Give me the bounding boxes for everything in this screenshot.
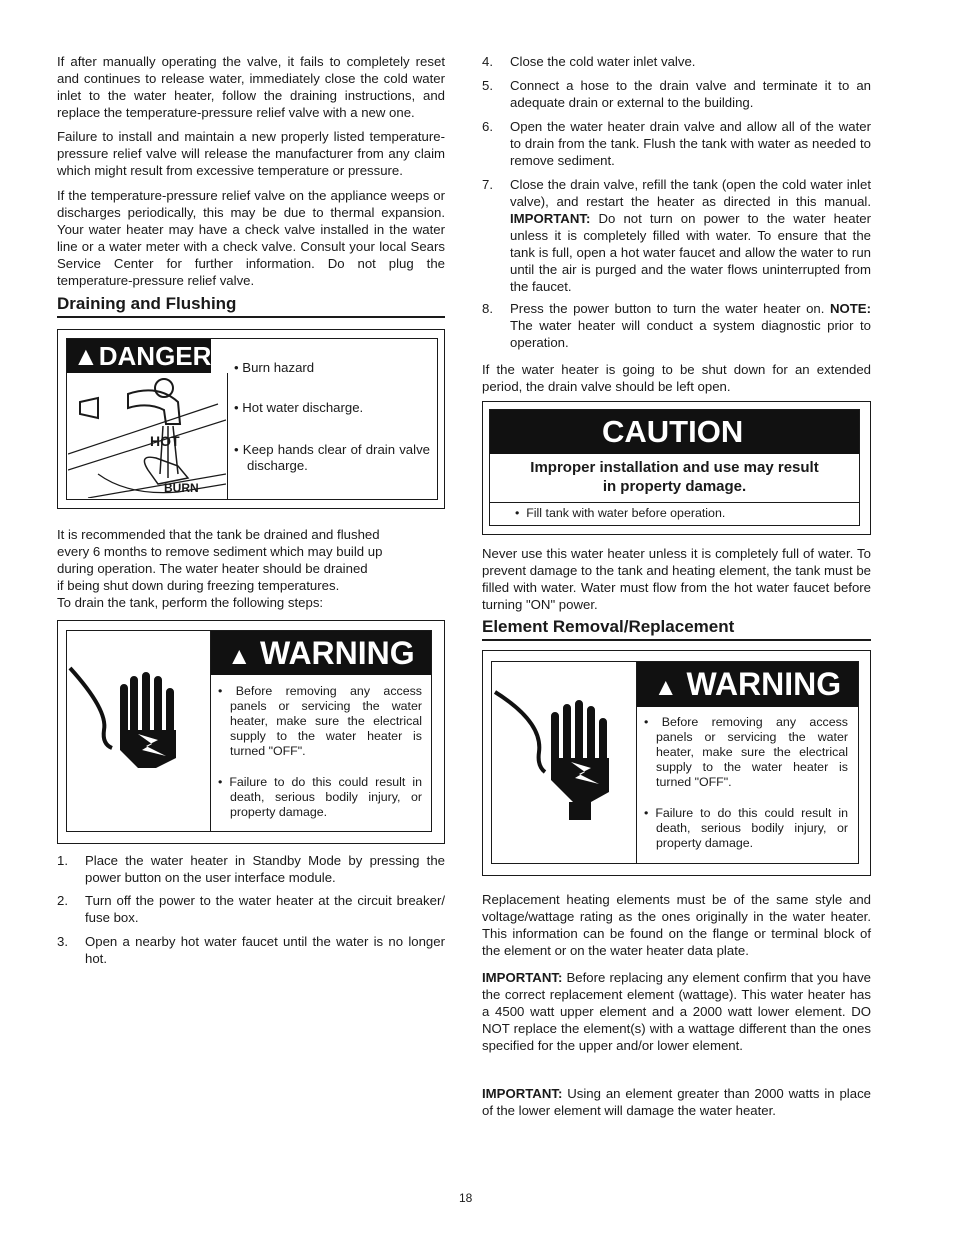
- step-3: 3. Open a nearby hot water faucet until the water is no longer hot.: [57, 934, 445, 966]
- danger-bullet-1: • Burn hazard: [234, 360, 315, 375]
- step-2: 2. Turn off the power to the water heater at the circuit breaker/ fuse box.: [57, 893, 445, 925]
- drain-paragraph: It is recommended that the tank be drained and flushed every 6 months to remove sediment which may build up during operation. The water heater should be drained if being shut down during freezing temperatures. To drain the tank, perform the following steps:: [57, 527, 383, 610]
- never-use-paragraph: Never use this water heater unless it is completely full of water. To prevent damage to the tank and heating element, the tank must be filled with water. Water must flow from the hot water faucet before turning "ON" power.: [482, 546, 871, 612]
- step-1: 1. Place the water heater in Standby Mode by pressing the power button on the user interface module.: [57, 853, 445, 885]
- warning-image-divider: [210, 631, 211, 831]
- electric-shock-hand-icon: [68, 650, 200, 770]
- danger-label: ▲DANGER: [67, 339, 211, 373]
- caution-divider: [490, 502, 859, 503]
- important-paragraph-2: IMPORTANT: Using an element greater than 2000 watts in place of the lower element will damage the water heater.: [482, 1086, 871, 1118]
- warning-label: ▲ WARNING: [211, 631, 431, 675]
- step-8: 8. Press the power button to turn the water heater on. NOTE: The water heater will conduct a system diagnostic prior to operation.: [482, 301, 871, 350]
- page-number: 18: [459, 1191, 473, 1205]
- warning2-image-divider: [636, 662, 637, 863]
- warning-triangle-icon: ▲: [227, 643, 252, 670]
- element-heading-rule: [482, 639, 871, 641]
- replacement-paragraph: Replacement heating elements must be of the same style and voltage/wattage rating as the ones originally in the water heater. This information can be found on the flange or terminal block of the element or on the water heater data plate.: [482, 892, 871, 958]
- element-heading: Element Removal/Replacement: [482, 617, 735, 636]
- intro-paragraph-3: If the temperature-pressure relief valve on the appliance weeps or discharges periodically, this may be due to thermal expansion. Your water heater may have a check valve installed in the water line or a water meter with a check valve. Consult your local Sears Service Center for further information. Do not plug the temperature-pressure relief valve.: [57, 188, 445, 288]
- heading-rule: [57, 316, 445, 318]
- step-7: 7. Close the drain valve, refill the tank (open the cold water inlet valve), and restart the heater as directed in this manual. IMPORTANT: Do not turn on power to the water heater unless it is completely filled with water. To ensure that the tank is full, open a hot water faucet and allow the water to run until the air is purged and the water flows uninterrupted from the faucet.: [482, 177, 871, 294]
- caution-label: CAUTION: [490, 410, 859, 454]
- intro-paragraph-1: If after manually operating the valve, it fails to completely reset and continues to release water, immediately close the cold water inlet to the water heater, follow the draining instructions, and replace the temperature-pressure relief valve with a new one.: [57, 54, 445, 120]
- warning-triangle-icon: ▲: [653, 674, 678, 701]
- hot-text: HOT: [150, 433, 180, 449]
- warning-triangle-icon: ▲: [73, 341, 99, 371]
- burn-text: BURN: [164, 481, 199, 495]
- draining-heading: Draining and Flushing: [57, 294, 237, 313]
- important-paragraph-1: IMPORTANT: Before replacing any element confirm that you have the correct replacement element (wattage). This water heater has a 4500 watt upper element and a 2000 watt lower element. DO NOT replace the element(s) with a wattage different than the ones specified for the upper and/or lower element.: [482, 970, 871, 1053]
- warning2-bullet-1: • Before removing any access panels or servicing the water heater, make sure the electrical supply to the water heater is turned "OFF".: [644, 715, 848, 789]
- warning-bullet-2: • Failure to do this could result in death, serious bodily injury, or property damage.: [218, 775, 422, 819]
- caution-subtitle: Improper installation and use may result in property damage.: [530, 459, 819, 495]
- step-5: 5. Connect a hose to the drain valve and terminate it to an adequate drain or external to the building.: [482, 78, 871, 110]
- warning2-bullet-2: • Failure to do this could result in death, serious bodily injury, or property damage.: [644, 806, 848, 850]
- step-6: 6. Open the water heater drain valve and allow all of the water to drain from the tank. Flush the tank with water as needed to remove sediment.: [482, 119, 871, 168]
- burn-hazard-illustration: [68, 374, 226, 498]
- intro-paragraph-2: Failure to install and maintain a new properly listed temperature-pressure relief valve will release the manufacturer from any claim which might result from excessive temperature or pressure.: [57, 129, 445, 178]
- danger-bullet-3: • Keep hands clear of drain valve discharge.: [234, 442, 430, 473]
- caution-bullet: • Fill tank with water before operation.: [515, 506, 726, 520]
- danger-bullet-2: • Hot water discharge.: [234, 400, 364, 415]
- warning-bullet-1: • Before removing any access panels or servicing the water heater, make sure the electrical supply to the water heater is turned "OFF".: [218, 684, 422, 758]
- step-4: 4. Close the cold water inlet valve.: [482, 54, 696, 69]
- electric-shock-hand-icon: [493, 682, 625, 822]
- warning2-label: ▲ WARNING: [637, 662, 858, 707]
- shutdown-paragraph: If the water heater is going to be shut down for an extended period, the drain valve should be left open.: [482, 362, 871, 394]
